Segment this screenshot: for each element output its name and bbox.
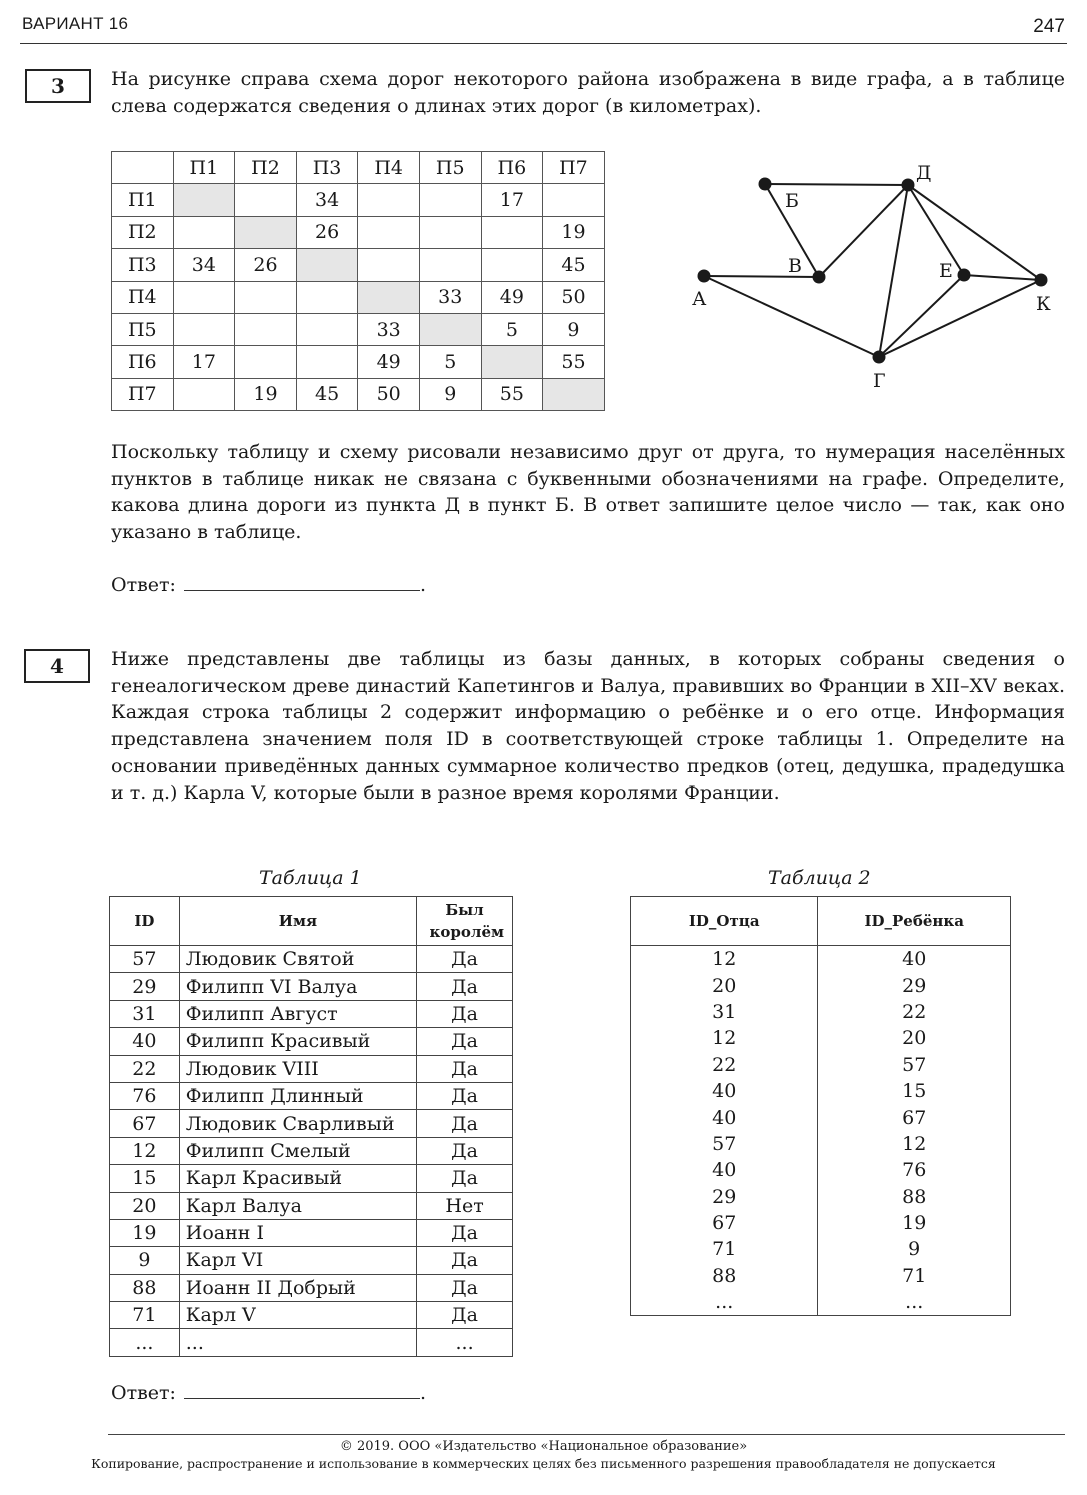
table-2-row [631,1025,1011,1051]
roads-row-label: П7 [112,378,174,410]
roads-cell [173,216,235,248]
table-1 [109,896,513,1357]
variant-title: ВАРИАНТ 16 [22,14,129,33]
table-1-row [110,1082,513,1109]
table-1-id-cell: 19 [110,1219,180,1246]
table-2-row [631,1052,1011,1078]
page-number: 247 [1033,16,1065,37]
roads-table [111,151,605,411]
label-a: А [692,288,707,310]
header-divider [20,43,1067,44]
table-2-row [631,946,1011,973]
roads-cell [419,216,481,248]
roads-cell: 45 [543,249,605,281]
graph-vertices [698,178,1048,364]
task-3-intro [111,66,1065,119]
roads-cell [235,184,297,216]
roads-cell: 33 [419,281,481,313]
table-1-header-id: ID [110,897,180,946]
roads-header-cell: П2 [235,152,297,184]
roads-row-label: П1 [112,184,174,216]
table-2-father-cell: 12 [631,1025,818,1051]
task-4-answer-label: Ответ: [111,1382,176,1404]
roads-row-label: П3 [112,249,174,281]
vertex-d [902,179,915,192]
vertex-k [1035,274,1048,287]
task-3-answer-end: . [419,574,426,596]
table-2-child-cell: 76 [818,1157,1011,1183]
table-1-row [110,1329,513,1356]
roads-cell: 34 [173,249,235,281]
table-2-row [631,1184,1011,1210]
table-1-king-cell: Да [417,1000,513,1027]
table-2-father-cell: 12 [631,946,818,973]
table-2-header-child: ID_Ребёнка [818,897,1011,946]
roads-cell [235,216,297,248]
table-1-name-cell: Филипп VI Валуа [179,973,416,1000]
table-1-king-cell: Да [417,1055,513,1082]
roads-row-label: П5 [112,313,174,345]
table-1-header-name: Имя [179,897,416,946]
roads-cell [235,313,297,345]
table-2 [630,896,1011,1316]
roads-cell: 19 [235,378,297,410]
roads-row [112,216,605,248]
roads-cell [419,184,481,216]
table-1-id-cell: 76 [110,1082,180,1109]
table-1-caption: Таблица 1 [259,867,362,889]
table-1-id-cell: 67 [110,1110,180,1137]
roads-cell [173,378,235,410]
table-2-child-cell: 20 [818,1025,1011,1051]
table-2-row [631,999,1011,1025]
table-2-header-father: ID_Отца [631,897,818,946]
roads-cell: 34 [296,184,358,216]
vertex-a [698,270,711,283]
roads-row [112,346,605,378]
table-2-child-cell: 19 [818,1210,1011,1236]
edge-d-k [908,185,1041,280]
roads-row-label: П2 [112,216,174,248]
roads-cell: 19 [543,216,605,248]
table-1-id-cell: ... [110,1329,180,1356]
table-2-child-cell: 40 [818,946,1011,973]
roads-cell [173,313,235,345]
table-1-id-cell: 88 [110,1274,180,1301]
roads-cell [235,281,297,313]
roads-cell: 50 [358,378,420,410]
roads-cell [481,346,543,378]
roads-cell [358,216,420,248]
table-1-name-cell: Карл Валуа [179,1192,416,1219]
table-2-father-cell: 40 [631,1157,818,1183]
roads-header-cell: П1 [173,152,235,184]
table-2-row [631,1131,1011,1157]
table-2-father-cell: 88 [631,1263,818,1289]
table-1-name-cell: Иоанн II Добрый [179,1274,416,1301]
roads-cell: 5 [419,346,481,378]
table-1-king-cell: Да [417,1137,513,1164]
edge-d-e [908,185,964,275]
task-3-answer-field[interactable] [184,572,420,591]
table-1-row [110,1137,513,1164]
vertex-v [813,271,826,284]
table-1-id-cell: 12 [110,1137,180,1164]
roads-cell: 55 [543,346,605,378]
table-2-caption: Таблица 2 [768,867,871,889]
roads-row [112,281,605,313]
table-1-id-cell: 15 [110,1165,180,1192]
table-2-father-cell: 22 [631,1052,818,1078]
table-2-father-cell: 67 [631,1210,818,1236]
table-1-king-cell: Да [417,946,513,973]
roads-header-cell: П7 [543,152,605,184]
table-1-row [110,946,513,973]
roads-cell: 49 [358,346,420,378]
table-1-name-cell: Филипп Август [179,1000,416,1027]
table-2-child-cell: 71 [818,1263,1011,1289]
task-4-answer-field[interactable] [184,1380,420,1399]
table-2-child-cell: 88 [818,1184,1011,1210]
table-1-king-cell: Да [417,1165,513,1192]
table-1-king-cell: Да [417,1247,513,1274]
table-1-row [110,1165,513,1192]
table-2-father-cell: 57 [631,1131,818,1157]
table-1-king-cell: Да [417,1028,513,1055]
roads-cell: 26 [296,216,358,248]
table-1-row [110,1219,513,1246]
task-3-answer [111,572,426,596]
table-1-id-cell: 9 [110,1247,180,1274]
table-1-name-cell: ... [179,1329,416,1356]
roads-row [112,313,605,345]
label-k: К [1036,293,1051,315]
table-2-child-cell: 15 [818,1078,1011,1104]
task-3-question-text: Поскольку таблицу и схему рисовали независимо друг от друга, то нумерация населённых пунктов в таблице никак не связана с буквенными обозначениями на графе. Определите, какова длина дороги из пункта Д в пункт Б. В ответ запишите целое число — так, как оно указано в таблице. [111,441,1065,544]
roads-cell [235,346,297,378]
vertex-g [873,351,886,364]
table-1-id-cell: 31 [110,1000,180,1027]
roads-cell [296,346,358,378]
table-1-name-cell: Карл Красивый [179,1165,416,1192]
table-2-father-cell: 40 [631,1104,818,1130]
table-1-name-cell: Филипп Длинный [179,1082,416,1109]
table-1-id-cell: 40 [110,1028,180,1055]
roads-cell: 50 [543,281,605,313]
vertex-e [958,269,971,282]
roads-cell [296,313,358,345]
task-3-number: 3 [51,74,65,98]
edge-k-g [879,280,1041,357]
roads-cell [419,313,481,345]
table-1-king-cell: ... [417,1329,513,1356]
roads-cell [358,281,420,313]
roads-row [112,378,605,410]
vertex-b [759,178,772,191]
table-2-father-cell: 29 [631,1184,818,1210]
table-1-name-cell: Людовик Сварливый [179,1110,416,1137]
roads-cell: 17 [481,184,543,216]
table-2-row [631,1104,1011,1130]
table-2-row [631,1078,1011,1104]
table-2-row [631,1263,1011,1289]
roads-cell: 9 [543,313,605,345]
roads-cell [358,249,420,281]
roads-cell [419,249,481,281]
task-3-answer-label: Ответ: [111,574,176,596]
table-1-king-cell: Нет [417,1192,513,1219]
table-2-child-cell: 67 [818,1104,1011,1130]
table-1-header-king-text: Был королём [429,901,505,941]
roads-row-label: П4 [112,281,174,313]
roads-cell [173,281,235,313]
roads-header-cell: П3 [296,152,358,184]
task-3-number-box [25,69,91,103]
table-1-id-cell: 22 [110,1055,180,1082]
roads-cell [481,249,543,281]
roads-header-cell: П6 [481,152,543,184]
table-1-header-king [417,897,513,946]
task-4-intro-text: Ниже представлены две таблицы из базы данных, в которых собраны сведения о генеалогическом древе династий Капетингов и Валуа, правивших во Франции в XII–XV веках. Каждая строка таблицы 2 содержит информацию о ребёнке и о его отце. Информация представлена значением поля ID в соответствующей строке таблицы 1. Определите на основании приведённых данных суммарное количество предков (отец, дедушка, прадедушка и т. д.) Карла V, которые были в разное время королями Франции. [111,648,1065,804]
task-3-question [111,439,1065,546]
table-2-father-cell: ... [631,1289,818,1316]
table-1-row [110,1302,513,1329]
label-b: Б [785,190,799,212]
footer-copyright: © 2019. ООО «Издательство «Национальное образование» [339,1439,748,1454]
task-4-answer [111,1380,426,1404]
edge-b-d [765,184,908,185]
table-1-row [110,1055,513,1082]
table-1-row [110,1000,513,1027]
task-4-number: 4 [50,654,64,678]
table-2-row [631,1210,1011,1236]
roads-row [112,184,605,216]
table-2-child-cell: 12 [818,1131,1011,1157]
table-1-king-cell: Да [417,1082,513,1109]
footer-notice: Копирование, распространение и использование в коммерческих целях без письменного разрешения правообладателя не допускается [91,1456,996,1471]
table-1-king-cell: Да [417,1219,513,1246]
table-2-row [631,1236,1011,1262]
label-e: Е [939,260,953,282]
table-2-father-cell: 20 [631,972,818,998]
roads-cell: 17 [173,346,235,378]
table-1-name-cell: Иоанн I [179,1219,416,1246]
task-4-intro [111,646,1065,806]
roads-header-cell [112,152,174,184]
table-2-child-cell: 22 [818,999,1011,1025]
task-4-answer-end: . [419,1382,426,1404]
graph-edges [704,184,1041,357]
table-1-king-cell: Да [417,973,513,1000]
table-1-row [110,973,513,1000]
table-1-name-cell: Филипп Красивый [179,1028,416,1055]
table-1-id-cell: 57 [110,946,180,973]
table-1-id-cell: 71 [110,1302,180,1329]
table-1-row [110,1192,513,1219]
roads-cell: 33 [358,313,420,345]
roads-header-cell: П5 [419,152,481,184]
table-2-father-cell: 40 [631,1078,818,1104]
table-1-king-cell: Да [417,1110,513,1137]
road-graph [680,155,1070,395]
table-2-father-cell: 71 [631,1236,818,1262]
edge-e-k [964,275,1041,280]
table-1-id-cell: 20 [110,1192,180,1219]
table-2-father-cell: 31 [631,999,818,1025]
roads-cell: 9 [419,378,481,410]
table-1-king-cell: Да [417,1302,513,1329]
table-1-name-cell: Людовик Святой [179,946,416,973]
task-4-number-box [24,649,90,683]
table-1-row [110,1274,513,1301]
footer-divider [108,1434,1065,1435]
roads-cell [481,216,543,248]
task-3-intro-text: На рисунке справа схема дорог некоторого района изображена в виде графа, а в таблице слева содержатся сведения о длинах этих дорог (в километрах). [111,68,1065,117]
table-2-child-cell: 29 [818,972,1011,998]
roads-cell [296,281,358,313]
roads-cell: 49 [481,281,543,313]
label-v: В [788,255,802,277]
table-1-row [110,1028,513,1055]
roads-cell: 55 [481,378,543,410]
table-2-child-cell: 57 [818,1052,1011,1078]
roads-row-label: П6 [112,346,174,378]
roads-cell: 26 [235,249,297,281]
roads-cell [173,184,235,216]
roads-cell: 45 [296,378,358,410]
table-2-child-cell: 9 [818,1236,1011,1262]
table-2-row [631,1289,1011,1316]
roads-cell [543,378,605,410]
table-1-name-cell: Людовик VIII [179,1055,416,1082]
table-2-child-cell: ... [818,1289,1011,1316]
roads-cell [543,184,605,216]
roads-header-cell: П4 [358,152,420,184]
table-1-king-cell: Да [417,1274,513,1301]
roads-row [112,249,605,281]
edge-a-g [704,276,879,357]
table-1-id-cell: 29 [110,973,180,1000]
label-d: Д [916,162,932,184]
roads-cell [358,184,420,216]
label-g: Г [873,370,886,392]
roads-cell: 5 [481,313,543,345]
table-1-row [110,1110,513,1137]
table-1-name-cell: Карл V [179,1302,416,1329]
table-2-row [631,1157,1011,1183]
table-1-row [110,1247,513,1274]
table-1-name-cell: Филипп Смелый [179,1137,416,1164]
roads-cell [296,249,358,281]
table-1-name-cell: Карл VI [179,1247,416,1274]
table-2-row [631,972,1011,998]
